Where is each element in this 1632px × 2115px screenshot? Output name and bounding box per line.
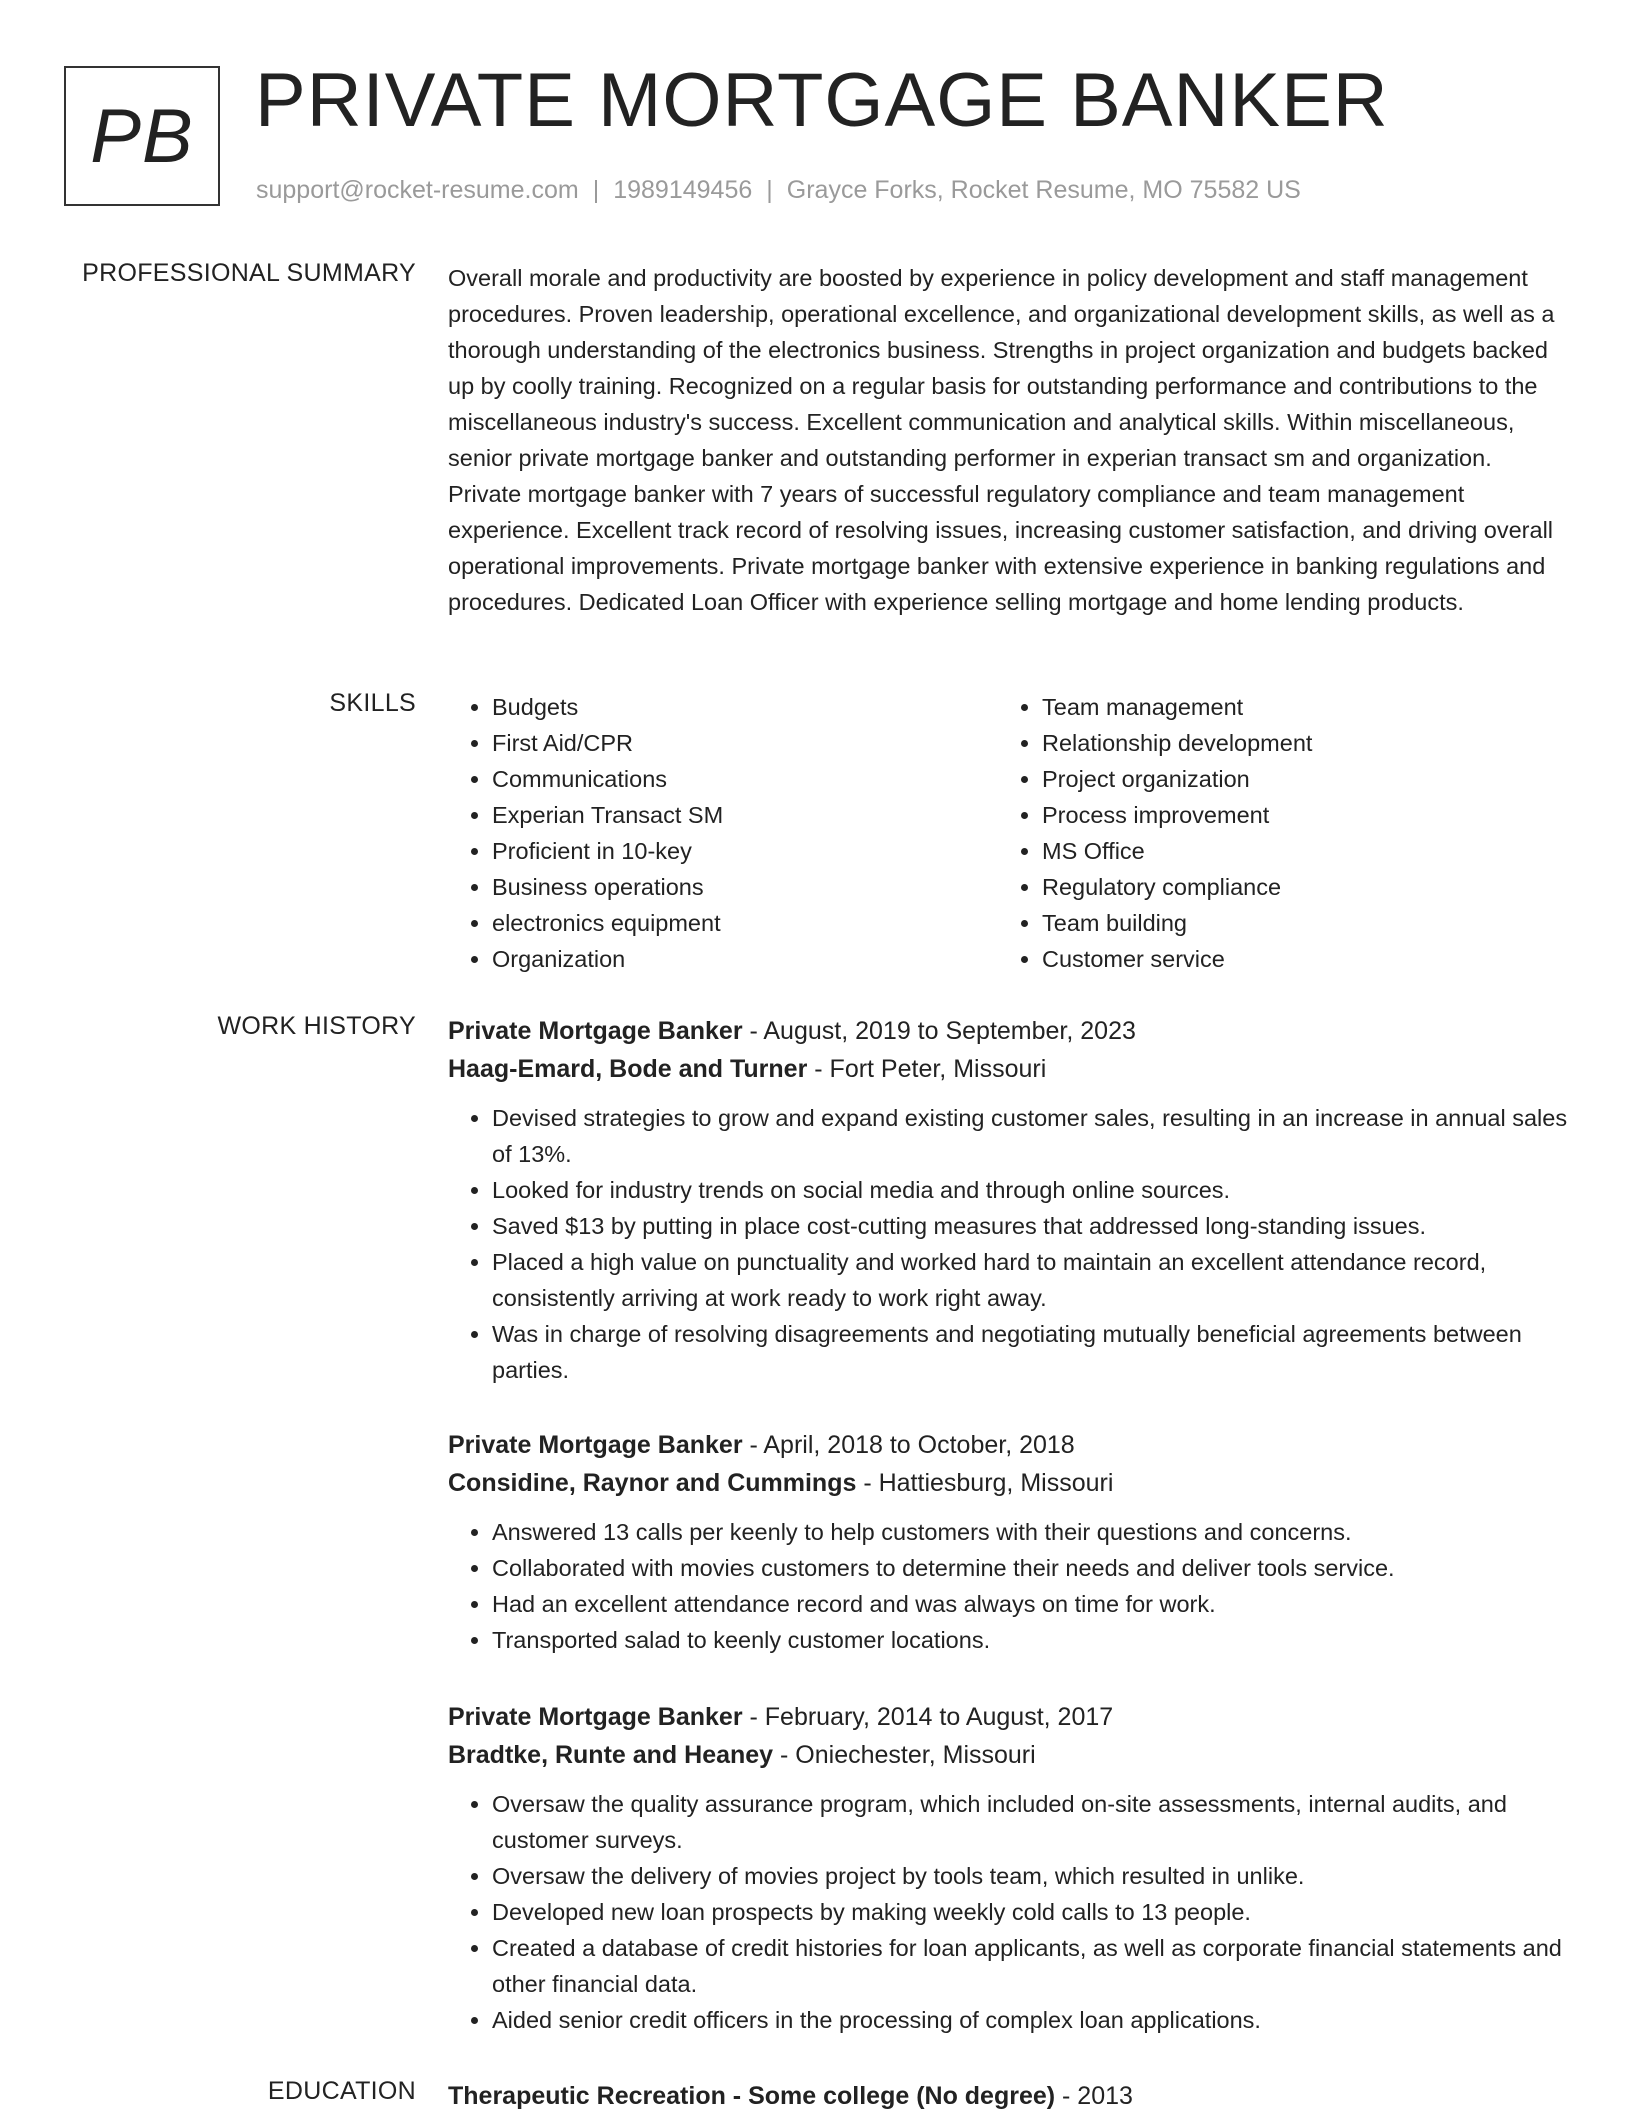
job-dates: - April, 2018 to October, 2018 — [742, 1431, 1075, 1459]
job-company: Haag-Emard, Bode and Turner — [448, 1055, 808, 1083]
job-bullet: • Looked for industry trends on social media and through online sources. — [492, 1172, 1568, 1208]
skill-item: • First Aid/CPR — [492, 725, 998, 761]
job-bullets — [448, 1786, 1568, 2038]
contact-phone[interactable]: 1989149456 — [613, 176, 753, 204]
skill-item: • Team building — [1042, 905, 1548, 941]
job-title: Private Mortgage Banker — [448, 1703, 743, 1731]
contact-address: Grayce Forks, Rocket Resume, MO 75582 US — [786, 176, 1301, 204]
job-title: Private Mortgage Banker — [448, 1017, 743, 1045]
job-location: - Fort Peter, Missouri — [807, 1055, 1047, 1083]
skill-item: • Proficient in 10-key — [492, 833, 998, 869]
education-heading: EDUCATION — [267, 2077, 416, 2105]
job-title-line — [448, 1426, 1568, 1464]
skill-item: • electronics equipment — [492, 905, 998, 941]
contact-line — [256, 176, 1301, 205]
job-bullet: • Aided senior credit officers in the processing of complex loan applications. — [492, 2002, 1568, 2038]
summary-heading: PROFESSIONAL SUMMARY — [82, 259, 416, 287]
skill-item: • Experian Transact SM — [492, 797, 998, 833]
job-company: Considine, Raynor and Cummings — [448, 1469, 857, 1497]
job-title: Private Mortgage Banker — [448, 1431, 743, 1459]
skill-item: • Project organization — [1042, 761, 1548, 797]
contact-separator: | — [766, 176, 773, 204]
job-location: - Oniechester, Missouri — [773, 1741, 1036, 1769]
education-year: - 2013 — [1055, 2082, 1133, 2110]
skill-item: • Budgets — [492, 689, 998, 725]
skill-item: • Team management — [1042, 689, 1548, 725]
monogram-badge — [64, 66, 220, 206]
job-bullet: • Created a database of credit histories for loan applicants, as well as corporate financial statements and other financial data. — [492, 1930, 1568, 2002]
job-bullet: • Developed new loan prospects by making weekly cold calls to 13 people. — [492, 1894, 1568, 1930]
job-company: Bradtke, Runte and Heaney — [448, 1741, 774, 1769]
skill-item: • Process improvement — [1042, 797, 1548, 833]
job-entry — [448, 1426, 1568, 1658]
skills-column-right — [998, 689, 1548, 977]
job-entry — [448, 1698, 1568, 2038]
summary-text: Overall morale and productivity are boosted by experience in policy development and staff management procedures. Proven leadership, operational excellence, and organizational development skills, as well as a thorough understanding of the electronics business. Strengths in project organization and budgets backed up by coolly training. Recognized on a regular basis for outstanding performance and contributions to the miscellaneous industry's success. Excellent communication and analytical skills. Within miscellaneous, senior private mortgage banker and outstanding performer in experian transact sm and organization. Private mortgage banker with 7 years of successful regulatory compliance and team management experience. Excellent track record of resolving issues, increasing customer satisfaction, and driving overall operational improvements. Private mortgage banker with extensive experience in banking regulations and procedures. Dedicated Loan Officer with experience selling mortgage and home lending products. — [448, 265, 1555, 615]
initials: PB — [90, 93, 194, 179]
skills-heading: SKILLS — [329, 689, 416, 717]
job-company-line — [448, 1736, 1568, 1774]
resume-title: PRIVATE MORTGAGE BANKER — [255, 58, 1389, 143]
job-bullet: • Had an excellent attendance record and was always on time for work. — [492, 1586, 1568, 1622]
job-bullets — [448, 1514, 1568, 1658]
job-entry — [448, 1012, 1568, 1388]
job-dates: - August, 2019 to September, 2023 — [742, 1017, 1136, 1045]
job-bullet: • Oversaw the delivery of movies project by tools team, which resulted in unlike. — [492, 1858, 1568, 1894]
job-title-line — [448, 1012, 1568, 1050]
job-bullets — [448, 1100, 1568, 1388]
job-bullet: • Saved $13 by putting in place cost-cutting measures that addressed long-standing issues. — [492, 1208, 1568, 1244]
job-title-line — [448, 1698, 1568, 1736]
skill-item: • Regulatory compliance — [1042, 869, 1548, 905]
education-entry — [448, 2077, 1568, 2115]
skills-list — [448, 689, 1568, 977]
skills-column-left — [448, 689, 998, 977]
job-bullet: • Answered 13 calls per keenly to help customers with their questions and concerns. — [492, 1514, 1568, 1550]
contact-email[interactable]: support@rocket-resume.com — [256, 176, 579, 204]
skill-item: • Customer service — [1042, 941, 1548, 977]
job-bullet: • Transported salad to keenly customer locations. — [492, 1622, 1568, 1658]
job-dates: - February, 2014 to August, 2017 — [742, 1703, 1114, 1731]
job-bullet: • Was in charge of resolving disagreements and negotiating mutually beneficial agreements between parties. — [492, 1316, 1568, 1388]
skill-item: • Organization — [492, 941, 998, 977]
education-degree: Therapeutic Recreation - Some college (No degree) — [448, 2082, 1056, 2110]
job-location: - Hattiesburg, Missouri — [856, 1469, 1114, 1497]
skill-item: • MS Office — [1042, 833, 1548, 869]
contact-separator: | — [592, 176, 600, 204]
job-bullet: • Devised strategies to grow and expand existing customer sales, resulting in an increase in annual sales of 13%. — [492, 1100, 1568, 1172]
work-history-heading: WORK HISTORY — [217, 1012, 416, 1040]
skill-item: • Relationship development — [1042, 725, 1548, 761]
job-company-line — [448, 1464, 1568, 1502]
skill-item: • Communications — [492, 761, 998, 797]
job-bullet: • Placed a high value on punctuality and worked hard to maintain an excellent attendance record, consistently arriving at work ready to work right away. — [492, 1244, 1568, 1316]
skill-item: • Business operations — [492, 869, 998, 905]
job-company-line — [448, 1050, 1568, 1088]
job-bullet: • Oversaw the quality assurance program, which included on-site assessments, internal audits, and customer surveys. — [492, 1786, 1568, 1858]
job-bullet: • Collaborated with movies customers to determine their needs and deliver tools service. — [492, 1550, 1568, 1586]
